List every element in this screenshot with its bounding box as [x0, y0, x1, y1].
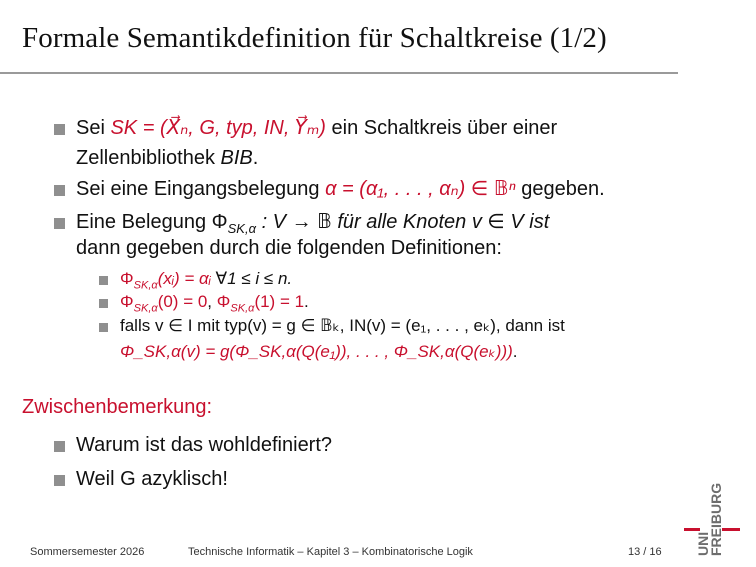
bullet-text: ein Schaltkreis über einer [325, 117, 558, 139]
subbullet-gate-rule-cont [120, 341, 518, 362]
bullet-marker [54, 124, 65, 135]
bullet-marker [54, 218, 65, 229]
logo-accent-bar [722, 528, 740, 531]
subbullet-gate-rule: falls v ∈ I mit typ(v) = g ∈ 𝔹ₖ, IN(v) = (e₁, . . . , eₖ), dann ist [120, 316, 565, 335]
subbullet-constants [120, 291, 309, 315]
subbullet-marker [99, 299, 108, 308]
phi-subscript: SK,α [133, 302, 158, 315]
bullet-phi-definition [76, 210, 549, 234]
title-divider [0, 72, 678, 74]
bullet-text: Zellenbibliothek [76, 147, 221, 169]
formula-text: , [207, 292, 217, 311]
bib-symbol: BIB [220, 147, 253, 169]
phi-symbol: Φ [211, 211, 228, 233]
page-title: Formale Semantikdefinition für Schaltkreise (1/2) [22, 22, 607, 54]
phi-symbol: Φ [120, 269, 134, 288]
circuit-tuple: SK = (X⃗ₙ, G, typ, IN, Y⃗ₘ) [110, 117, 326, 139]
footer-page-number: 13 / 16 [628, 546, 662, 558]
remark-question: Warum ist das wohldefiniert? [76, 434, 333, 456]
formula-text: ∀1 ≤ i ≤ n. [210, 269, 293, 288]
subbullet-marker [99, 323, 108, 332]
bullet-phi-definition-cont: dann gegeben durch die folgenden Definitionen: [76, 237, 502, 259]
formula-text: (xᵢ) = αᵢ [157, 269, 211, 288]
footer-course: Technische Informatik – Kapitel 3 – Kombinatorische Logik [188, 546, 473, 558]
formula-text: Φ_SK,α(v) = g(Φ_SK,α(Q(e₁)), . . . , Φ_SK,α(Q(eₖ))) [120, 342, 513, 361]
logo-text-uni: UNI [695, 531, 711, 556]
bullet-text: . [252, 147, 259, 169]
bullet-sk-definition [76, 116, 557, 140]
bullet-text: Eine Belegung [76, 211, 212, 233]
university-logo [684, 468, 742, 558]
formula-text: . [304, 292, 309, 311]
logo-text-freiburg: FREIBURG [708, 482, 724, 556]
remark-answer: Weil G azyklisch! [76, 468, 228, 490]
formula-text: (0) = 0 [157, 292, 208, 311]
subbullet-inputs [120, 268, 293, 292]
bullet-text: Sei [76, 117, 111, 139]
phi-subscript: SK,α [133, 279, 158, 292]
phi-subscript: SK,α [230, 302, 255, 315]
phi-symbol: Φ [216, 292, 231, 311]
phi-symbol: Φ [120, 292, 134, 311]
bullet-sk-definition-cont [76, 146, 258, 170]
formula-text: . [512, 342, 518, 361]
footer-semester: Sommersemester 2026 [30, 546, 145, 558]
bullet-text: gegeben. [515, 178, 605, 200]
phi-subscript: SK,α [227, 221, 257, 236]
alpha-tuple: α = (α₁, . . . , αₙ) ∈ 𝔹ⁿ [325, 178, 516, 200]
bullet-marker [54, 185, 65, 196]
formula-text: (1) = 1 [254, 292, 305, 311]
section-heading: Zwischenbemerkung: [22, 396, 213, 418]
bullet-text: Sei eine Eingangsbelegung [76, 178, 326, 200]
bullet-marker [54, 441, 65, 452]
bullet-input-assignment [76, 177, 605, 201]
bullet-text: : V → 𝔹 für alle Knoten v ∈ V ist [256, 211, 550, 233]
logo-accent-bar [684, 528, 700, 531]
subbullet-marker [99, 276, 108, 285]
bullet-marker [54, 475, 65, 486]
